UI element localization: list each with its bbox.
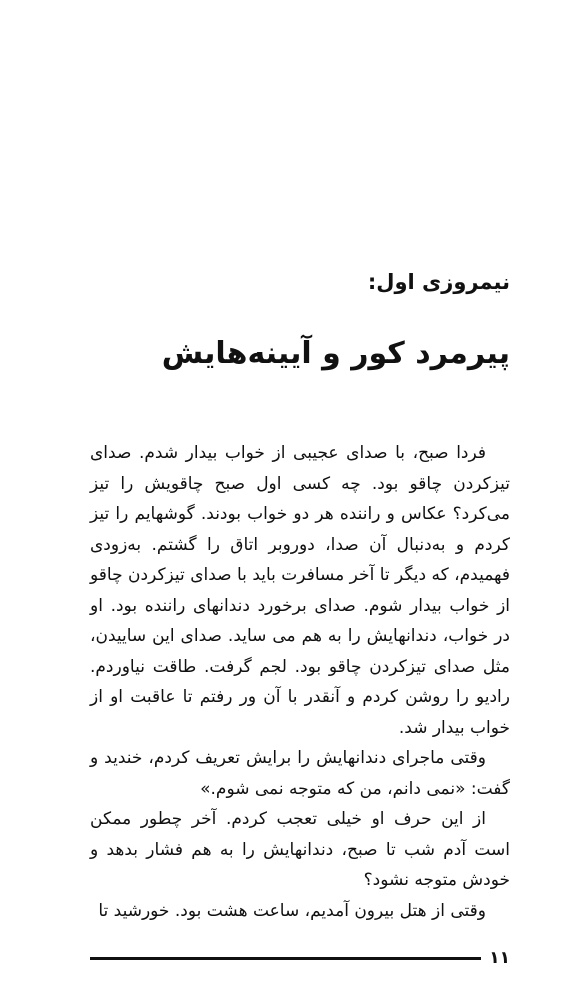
chapter-title: پیرمرد کور و آیینه‌هایش: [161, 336, 510, 371]
footer-rule: [90, 957, 481, 960]
page-number: ۱۱: [489, 948, 510, 968]
paragraph-2: وقتی ماجرای دندانهایش را برایش تعریف کردم، خندید و گفت: «نمی دانم، من که متوجه نمی شوم.»: [90, 748, 510, 799]
page-footer: [90, 948, 510, 968]
paragraph-4: وقتی از هتل بیرون آمدیم، ساعت هشت بود. خورشید تا: [98, 900, 486, 921]
body-text: [90, 438, 510, 926]
chapter-label: نیمروزی اول:: [367, 270, 510, 294]
paragraph-1: فردا صبح، با صدای عجیبی از خواب بیدار شدم. صدای تیزکردن چاقو بود. چه کسی اول صبح چاقویش را تیز می‌کرد؟ عکاس و راننده هر دو خواب بودند. گوشهایم را تیز کردم و به‌دنبال آن صدا، دوروبر اتاق را گشتم. به‌زودی فهمیدم، که دیگر تا آخر مسافرت باید با صدای تیزکردن چاقو از خواب بیدار شوم. صدای برخورد دندانهای راننده بود. او در خواب، دندانهایش را به هم می ساید. صدای این ساییدن، مثل صدای تیزکردن چاقو بود. لجم گرفت. طاقت نیاوردم. رادیو را روشن کردم و آنقدر با آن ور رفتم تا عاقبت او از خواب بیدار شد.: [90, 443, 510, 738]
paragraph-3: از این حرف او خیلی تعجب کردم. آخر چطور ممکن است آدم شب تا صبح، دندانهایش را به هم فشار بدهد و خودش متوجه نشود؟: [90, 809, 510, 890]
